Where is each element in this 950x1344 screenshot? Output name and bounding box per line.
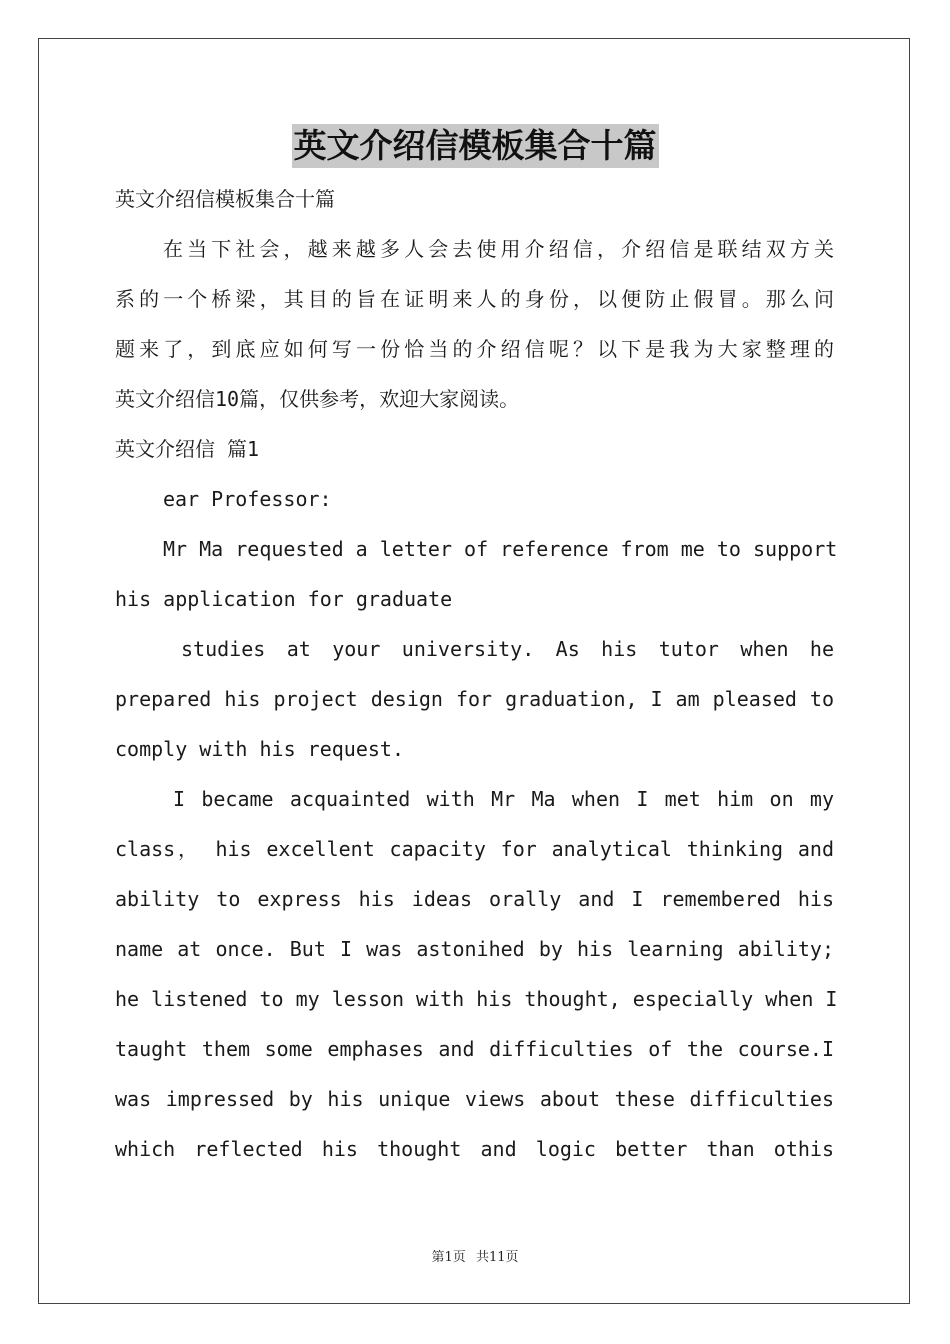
- paragraph-line: his application for graduate: [115, 587, 453, 611]
- paragraph-line: ability to express his ideas orally and I remembered his: [115, 887, 834, 911]
- paragraph-line: was impressed by his unique views about these difficulties: [115, 1087, 834, 1111]
- page-footer: [0, 1246, 950, 1265]
- intro-line: 题来了，到底应如何写一份恰当的介绍信呢？以下是我为大家整理的: [115, 337, 834, 361]
- intro-line: 英文介绍信10篇，仅供参考，欢迎大家阅读。: [115, 387, 520, 411]
- title-container: [0, 124, 950, 168]
- paragraph-line: I became acquainted with Mr Ma when I met him on my: [173, 787, 834, 811]
- intro-line: 在当下社会，越来越多人会去使用介绍信，介绍信是联结双方关: [163, 237, 834, 261]
- letter-salutation: ear Professor:: [163, 487, 332, 511]
- intro-line: 系的一个桥梁，其目的旨在证明来人的身份，以便防止假冒。那么问: [115, 287, 834, 311]
- paragraph-line: comply with his request.: [115, 737, 404, 761]
- page-number: 第1页: [431, 1250, 466, 1265]
- document-subtitle: 英文介绍信模板集合十篇: [115, 187, 335, 211]
- paragraph-line: prepared his project design for graduation, I am pleased to: [115, 687, 834, 711]
- paragraph-line: he listened to my lesson with his thought, especially when I: [115, 987, 838, 1011]
- document-title: 英文介绍信模板集合十篇: [292, 124, 659, 168]
- paragraph-line: class， his excellent capacity for analytical thinking and: [115, 837, 834, 861]
- paragraph-line: taught them some emphases and difficulties of the course.I: [115, 1037, 834, 1061]
- paragraph-line: studies at your university. As his tutor when he: [181, 637, 834, 661]
- page-total: 共11页: [475, 1250, 519, 1265]
- paragraph-line: which reflected his thought and logic better than othis: [115, 1137, 834, 1161]
- paragraph-line: name at once. But I was astonihed by his learning ability;: [115, 937, 834, 961]
- section-heading: 英文介绍信 篇1: [115, 437, 260, 461]
- paragraph-line: Mr Ma requested a letter of reference from me to support: [163, 537, 838, 561]
- document-body: [115, 174, 838, 1174]
